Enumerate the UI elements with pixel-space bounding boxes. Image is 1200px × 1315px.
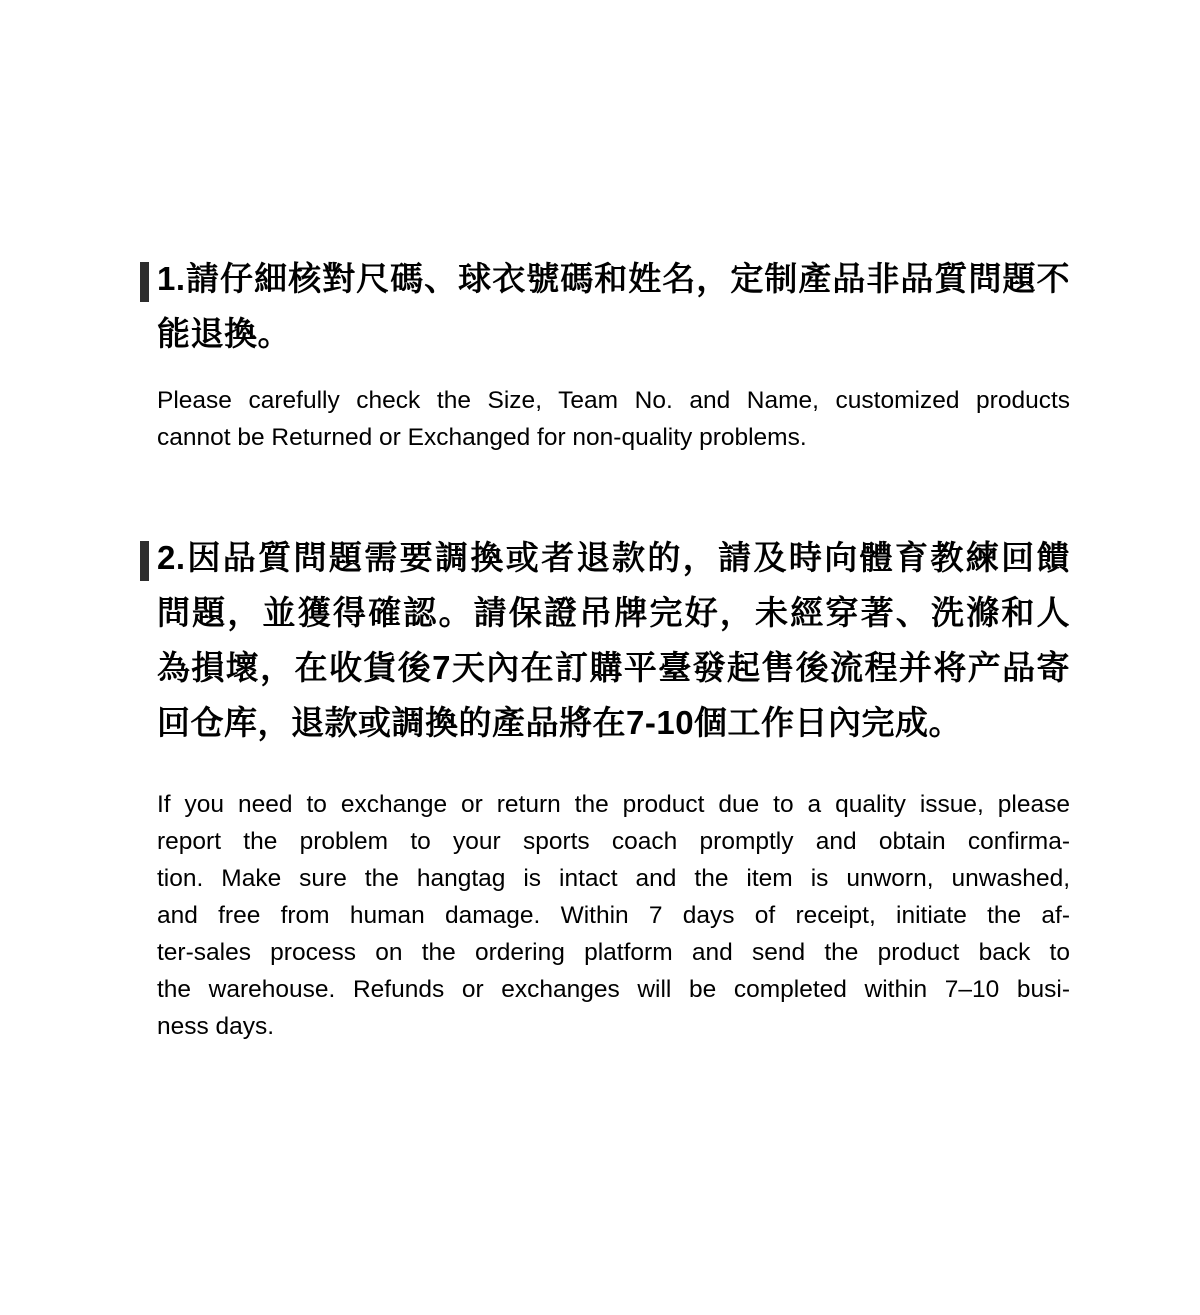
policy-1-heading-line: 1.請仔細核對尺碼、球衣號碼和姓名，定制產品非品質問題不 [157, 260, 1070, 297]
policy-2-body-line: ter-sales process on the ordering platform and send the product back to [157, 939, 1070, 966]
policy-2-body-line: If you need to exchange or return the product due to a quality issue, please [157, 791, 1070, 818]
heading-accent-bar [140, 541, 149, 581]
policy-1-body-line: Please carefully check the Size, Team No. and Name, customized products [157, 387, 1070, 414]
policy-2-heading-line: 為損壞，在收貨後7天內在訂購平臺發起售後流程并将产品寄 [157, 649, 1070, 686]
policy-item-1 [157, 251, 1070, 456]
policy-2-body-line: report the problem to your sports coach promptly and obtain confirma- [157, 828, 1070, 855]
return-policy-document [157, 0, 1070, 1045]
policy-2-heading-line: 2.因品質問題需要調換或者退款的，請及時向體育教練回饋 [157, 539, 1070, 576]
policy-1-body-en [157, 382, 1070, 456]
policy-2-heading-line: 回仓库，退款或調換的產品將在7-10個工作日內完成。 [157, 704, 963, 741]
policy-2-body-line: ness days. [157, 1013, 275, 1040]
policy-2-body-en [157, 786, 1070, 1045]
policy-2-body-line: the warehouse. Refunds or exchanges will be completed within 7–10 busi- [157, 976, 1070, 1003]
policy-1-body-line: cannot be Returned or Exchanged for non-quality problems. [157, 424, 807, 451]
policy-2-heading-zh [157, 530, 1070, 750]
policy-2-body-line: and free from human damage. Within 7 days of receipt, initiate the af- [157, 902, 1070, 929]
policy-item-2 [157, 530, 1070, 1045]
policy-1-heading-zh [157, 251, 1070, 361]
policy-1-heading-line: 能退換。 [157, 315, 291, 352]
policy-2-heading-line: 問題，並獲得確認。請保證吊牌完好，未經穿著、洗滌和人 [157, 594, 1070, 631]
policy-2-body-line: tion. Make sure the hangtag is intact and the item is unworn, unwashed, [157, 865, 1070, 892]
heading-accent-bar [140, 262, 149, 302]
